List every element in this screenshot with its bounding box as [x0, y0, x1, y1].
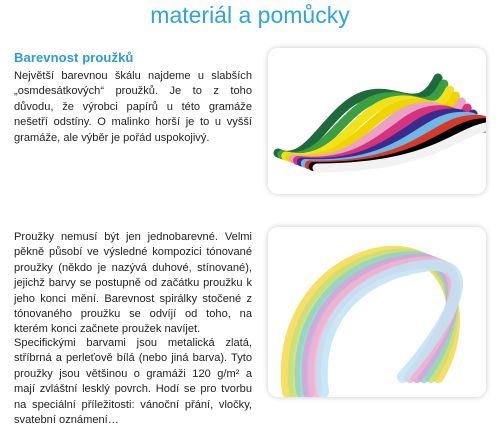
paragraph-3-text: Specifickými barvami jsou metalická zlatá, stříbrná a perleťově bílá (nebo jiná barva). Tyto proužky jsou většinou o gramáži 120 g/m² a mají zvláštní lesklý povrch. Hodí se pro tvorbu na speciální příležitosti: vánoční přání, vločky, svatební oznámení… [14, 337, 252, 427]
tonal-strips-photo [268, 227, 486, 397]
paragraph-2-text: Proužky nemusí být jen jednobarevné. Velmi pěkně působí ve výsledné kompozici tónované proužky (někdo je nazývá duhové, stínované), jejichž barvy se postupně od začátku proužku k jeho konci mění. Barevnost spirálky stočené z tónovaného proužku se odvíjí od toho, na kterém konci začnete proužek navíjet. [14, 231, 252, 336]
paragraph-2 [14, 230, 252, 338]
colored-strips-photo [268, 48, 486, 194]
paragraph-3 [14, 336, 252, 428]
paragraph-1 [14, 69, 252, 146]
colored-strips-illustration [268, 48, 486, 194]
section-title: Barevnost proužků [14, 50, 134, 65]
tonal-strips-illustration [268, 227, 486, 397]
paragraph-1-text: Největší barevnou škálu najdeme u slabších „osmdesátkových“ proužků. Je to z toho důvodu, že výrobci papírů u této gramáže nešetří odstíny. O malinko horší je to u vyšší gramáže, ale výběr je pořád uspokojivý. [14, 70, 252, 144]
page-title: materiál a pomůcky [150, 2, 350, 28]
